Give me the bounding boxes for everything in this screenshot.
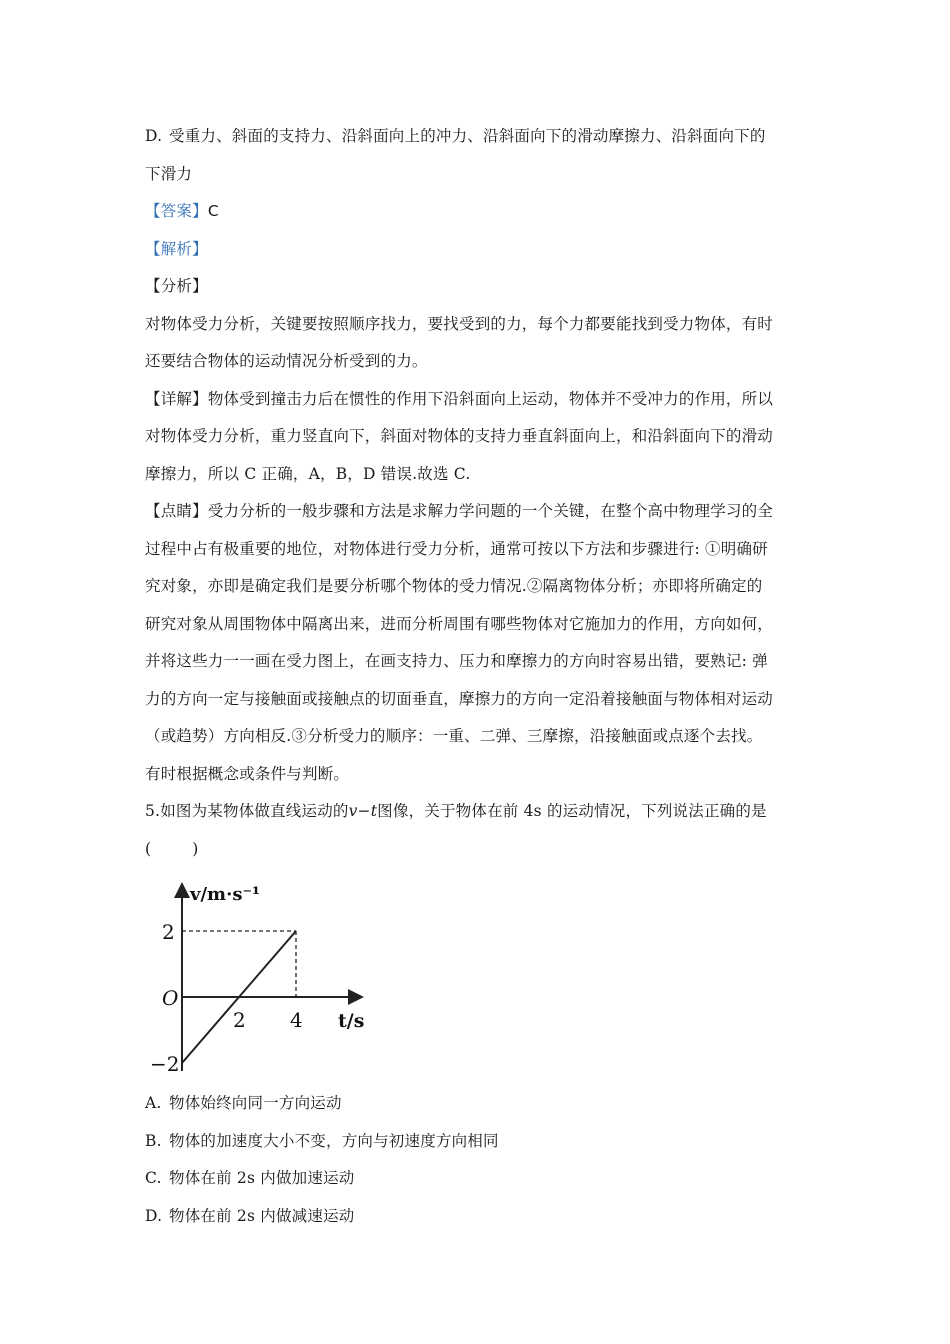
vt-graph: [150, 880, 380, 1075]
fenxi-tag: 【分析】: [145, 277, 208, 295]
x-tick-label: 2: [233, 1008, 246, 1032]
y-tick-label: 2: [162, 920, 175, 944]
vt-math: v−t: [348, 802, 378, 820]
option-b[interactable]: B. 物体的加速度大小不变，方向与初速度方向相同: [145, 1131, 499, 1150]
x-axis-label: t/s: [338, 1010, 365, 1032]
fenxi-text-2: 还要结合物体的运动情况分析受到的力。: [145, 352, 428, 370]
option-d-prev: D. 受重力、斜面的支持力、沿斜面向上的冲力、沿斜面向下的滑动摩擦力、沿斜面向下的: [145, 118, 810, 156]
y-axis-label: v/m·s⁻¹: [190, 884, 260, 905]
dianjing-line-5: 并将这些力一一画在受力图上，在画支持力、压力和摩擦力的方向时容易出错，要熟记: 弹: [145, 652, 768, 670]
dianjing-line-4: 研究对象从周围物体中隔离出来，进而分析周围有哪些物体对它施加力的作用，方向如何，: [145, 614, 774, 633]
origin-label: O: [162, 986, 179, 1010]
question5-stem: 5.如图为某物体做直线运动的v−t图像，关于物体在前 4s 的运动情况，下列说法正确的是: [145, 802, 767, 820]
option-letter: D.: [145, 127, 163, 145]
option-d-prev-cont: 下滑力: [145, 164, 193, 183]
answer-tag: 【答案】: [145, 202, 208, 220]
y-tick-label: −2: [150, 1052, 180, 1075]
document-page: [145, 118, 810, 868]
dianjing-line-2: 过程中占有极重要的地位，对物体进行受力分析，通常可按以下方法和步骤进行: ①明确研: [145, 539, 768, 558]
option-d[interactable]: D. 物体在前 2s 内做减速运动: [145, 1206, 355, 1225]
xiangjie-line-1: 【详解】物体受到撞击力后在惯性的作用下沿斜面向上运动，物体并不受冲力的作用，所以: [145, 389, 774, 408]
xiangjie-line-3: 摩擦力，所以 C 正确，A，B，D 错误.故选 C.: [145, 464, 471, 483]
analysis-tag: 【解析】: [145, 239, 208, 258]
xiangjie-tag: 【详解】: [145, 389, 208, 408]
dianjing-tag: 【点睛】: [145, 502, 208, 520]
question5-options: [145, 1085, 810, 1235]
answer-value: C: [207, 202, 219, 220]
x-tick-label: 4: [290, 1008, 303, 1032]
dianjing-line-7: （或趋势）方向相反.③分析受力的顺序：一重、二弹、三摩擦，沿接触面或点逐个去找。: [145, 727, 763, 745]
dianjing-line-8: 有时根据概念或条件与判断。: [145, 764, 350, 783]
xiangjie-line-2: 对物体受力分析，重力竖直向下，斜面对物体的支持力垂直斜面向上，和沿斜面向下的滑动: [145, 427, 774, 445]
question5-paren: ( ): [145, 839, 199, 858]
answer-line: [145, 193, 810, 231]
fenxi-text-1: 对物体受力分析，关键要按照顺序找力，要找受到的力，每个力都要能找到受力物体，有时: [145, 314, 774, 333]
dianjing-line-1: 【点睛】受力分析的一般步骤和方法是求解力学问题的一个关键，在整个高中物理学习的全: [145, 502, 774, 520]
option-c[interactable]: C. 物体在前 2s 内做加速运动: [145, 1169, 355, 1187]
option-a[interactable]: A. 物体始终向同一方向运动: [145, 1094, 342, 1112]
dianjing-line-3: 究对象，亦即是确定我们是要分析哪个物体的受力情况.②隔离物体分析；亦即将所确定的: [145, 577, 763, 595]
dianjing-line-6: 力的方向一定与接触面或接触点的切面垂直，摩擦力的方向一定沿着接触面与物体相对运动: [145, 689, 774, 708]
